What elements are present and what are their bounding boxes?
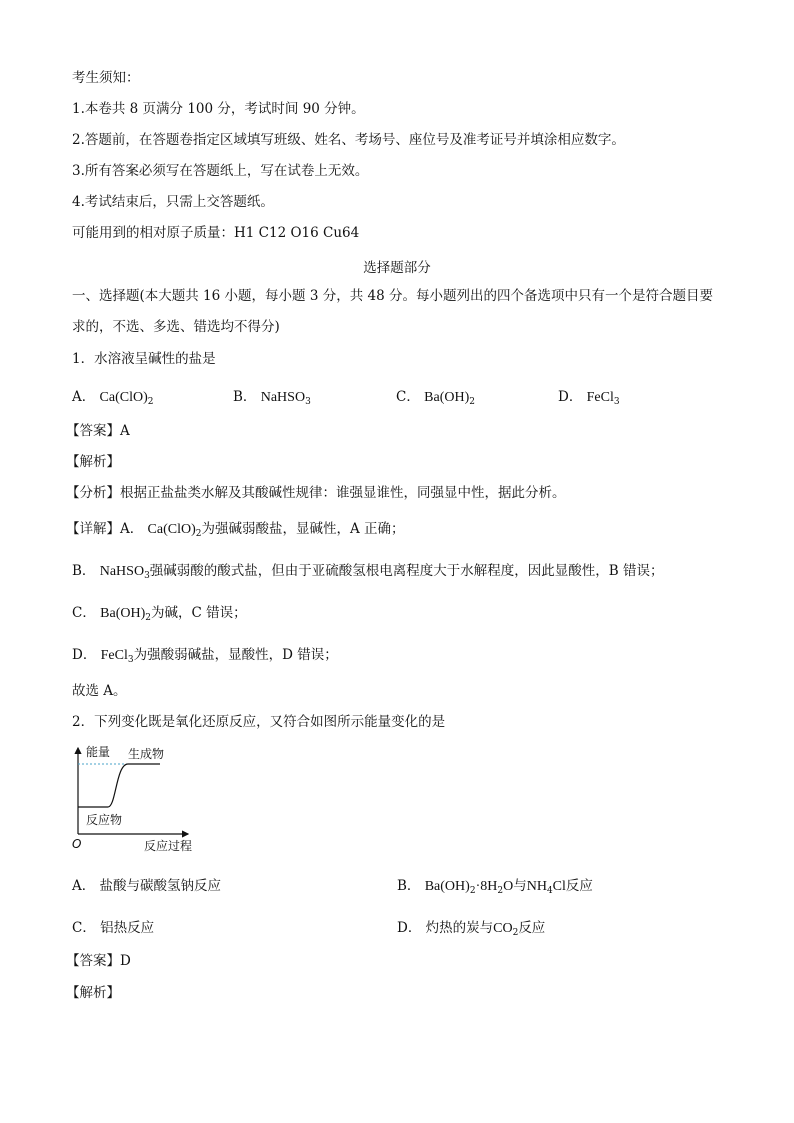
answer-label: 【答案】: [66, 953, 120, 969]
q1-option-d: D． FeCl$_3$: [558, 389, 620, 407]
answer-label: 【答案】: [66, 423, 120, 439]
y-axis-label: 能量: [86, 745, 111, 759]
q1-detail-c: C． $Ba(OH)_2$为碱，C 错误；: [72, 605, 247, 623]
q2-analysis-label: 【解析】: [66, 985, 120, 1001]
atomic-mass-line: 可能用到的相对原子质量：H1 C12 O16 Cu64: [72, 225, 360, 241]
notice-title: 考生须知：: [72, 70, 140, 86]
q1-option-c: C． $Ba(OH)_2$: [396, 389, 475, 407]
answer-value: D: [120, 953, 131, 969]
section-intro-2: 求的，不选、多选、错选均不得分): [72, 319, 280, 335]
q1-answer: [66, 422, 130, 440]
product-label: 生成物: [128, 747, 165, 761]
q2-stem: 2．下列变化既是氧化还原反应，又符合如图所示能量变化的是: [72, 714, 446, 730]
q1-option-b: B． NaHSO$_3$: [233, 389, 311, 407]
q1-detail-b: B． NaHSO$_3$强碱弱酸的酸式盐，但由于亚硫酸氢根电离程度大于水解程度，因此显酸性，B 错误；: [72, 563, 664, 581]
notice-item-4: 4.考试结束后，只需上交答题纸。: [72, 194, 274, 210]
q2-option-c: C． 铝热反应: [72, 920, 155, 936]
section-title: 选择题部分: [363, 260, 431, 276]
x-axis-label: 反应过程: [144, 839, 193, 852]
q2-option-a: A． 盐酸与碳酸氢钠反应: [72, 878, 222, 894]
origin-label: O: [72, 837, 82, 851]
q1-analysis-label: 【解析】: [66, 454, 120, 470]
section-intro-1: 一、选择题(本大题共 16 小题，每小题 3 分，共 48 分。每小题列出的四个备选项中只有一个是符合题目要: [72, 288, 713, 304]
q1-stem: 1．水溶液呈碱性的盐是: [72, 351, 216, 367]
notice-item-2: 2.答题前，在答题卷指定区域填写班级、姓名、考场号、座位号及准考证号并填涂相应数字。: [72, 132, 625, 148]
q1-detail-d: D． FeCl$_3$为强酸弱碱盐，显酸性，D 错误；: [72, 647, 338, 665]
q1-detail-a: 【详解】A． $Ca(ClO)_2$为强碱弱酸盐，显碱性，A 正确；: [66, 521, 405, 539]
energy-diagram: [70, 740, 200, 852]
notice-item-3: 3.所有答案必须写在答题纸上，写在试卷上无效。: [72, 163, 369, 179]
q2-answer: [66, 952, 131, 970]
reactant-label: 反应物: [86, 813, 123, 827]
q1-option-a: A． $Ca(ClO)_2$: [72, 389, 154, 407]
energy-curve: [78, 764, 160, 807]
q2-option-d: D． 灼热的炭与$CO_2$反应: [397, 920, 546, 938]
notice-item-1: 1.本卷共 8 页满分 100 分，考试时间 90 分钟。: [72, 101, 365, 117]
q2-option-b: B． $Ba(OH)_2\cdot 8H_2O$与$NH_4Cl$反应: [397, 878, 593, 896]
q1-conclusion: 故选 A。: [72, 683, 127, 699]
answer-value: A: [120, 423, 130, 439]
q1-fenxi: 【分析】根据正盐盐类水解及其酸碱性规律：谁强显谁性，同强显中性，据此分析。: [66, 485, 566, 501]
